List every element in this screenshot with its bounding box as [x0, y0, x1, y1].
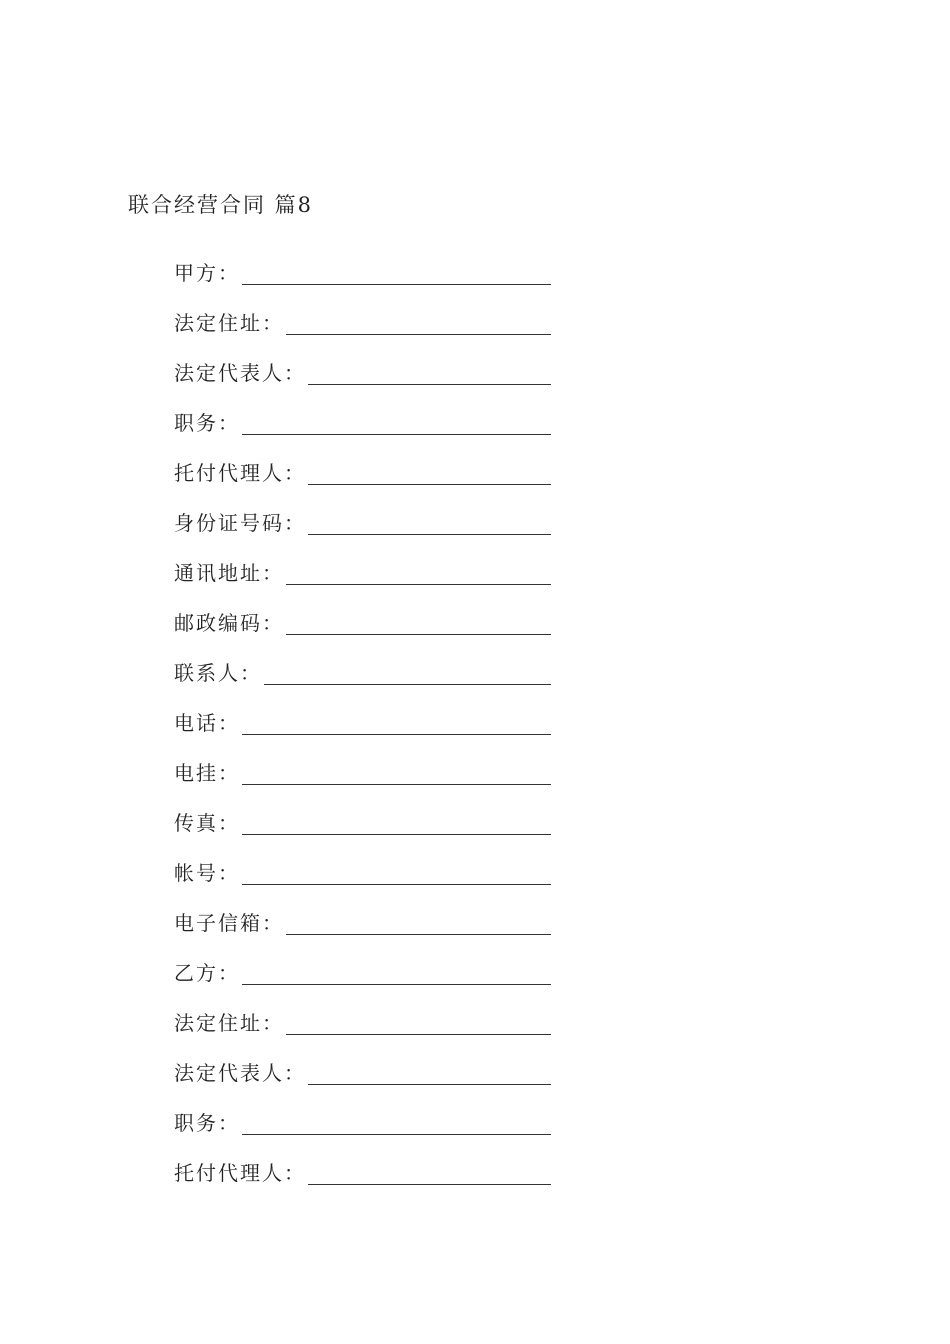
form-row-legal-address: [174, 990, 551, 1040]
blank-line: [286, 934, 551, 935]
blank-line: [242, 284, 551, 285]
form-row-legal-representative: [174, 340, 551, 390]
field-label: 法定代表人：: [174, 1061, 306, 1085]
blank-line: [286, 634, 551, 635]
form-row-party-a: [174, 240, 551, 290]
field-label: 电挂：: [174, 761, 240, 785]
blank-line: [242, 1134, 551, 1135]
form-row-agent: [174, 440, 551, 490]
blank-line: [242, 784, 551, 785]
form-row-party-b: [174, 940, 551, 990]
form-row-postal-code: [174, 590, 551, 640]
form-row-email: [174, 890, 551, 940]
form-row-account: [174, 840, 551, 890]
blank-line: [308, 1084, 551, 1085]
field-label: 联系人：: [174, 661, 262, 685]
field-label: 法定代表人：: [174, 361, 306, 385]
field-label: 托付代理人：: [174, 461, 306, 485]
blank-line: [242, 884, 551, 885]
form-row-legal-representative: [174, 1040, 551, 1090]
form-row-contact: [174, 640, 551, 690]
field-label: 通讯地址：: [174, 561, 284, 585]
field-label: 甲方：: [174, 261, 240, 285]
form-row-legal-address: [174, 290, 551, 340]
page-title: 联合经营合同 篇8: [128, 193, 314, 217]
form-row-position: [174, 1090, 551, 1140]
field-label: 电子信箱：: [174, 911, 284, 935]
form-row-agent: [174, 1140, 551, 1190]
field-label: 身份证号码：: [174, 511, 306, 535]
field-label: 电话：: [174, 711, 240, 735]
blank-line: [308, 534, 551, 535]
blank-line: [264, 684, 551, 685]
field-label: 帐号：: [174, 861, 240, 885]
blank-line: [286, 584, 551, 585]
blank-line: [308, 484, 551, 485]
form-row-mailing-address: [174, 540, 551, 590]
blank-line: [242, 834, 551, 835]
field-label: 职务：: [174, 411, 240, 435]
field-label: 职务：: [174, 1111, 240, 1135]
blank-line: [308, 384, 551, 385]
form-row-fax: [174, 790, 551, 840]
field-label: 法定住址：: [174, 1011, 284, 1035]
form-row-telegraph: [174, 740, 551, 790]
field-label: 传真：: [174, 811, 240, 835]
blank-line: [242, 984, 551, 985]
field-label: 法定住址：: [174, 311, 284, 335]
form-row-phone: [174, 690, 551, 740]
form-row-position: [174, 390, 551, 440]
blank-line: [286, 1034, 551, 1035]
blank-line: [242, 434, 551, 435]
field-label: 邮政编码：: [174, 611, 284, 635]
form-row-id-number: [174, 490, 551, 540]
blank-line: [286, 334, 551, 335]
contract-form: [174, 240, 551, 1190]
field-label: 乙方：: [174, 961, 240, 985]
field-label: 托付代理人：: [174, 1161, 306, 1185]
blank-line: [242, 734, 551, 735]
blank-line: [308, 1184, 551, 1185]
